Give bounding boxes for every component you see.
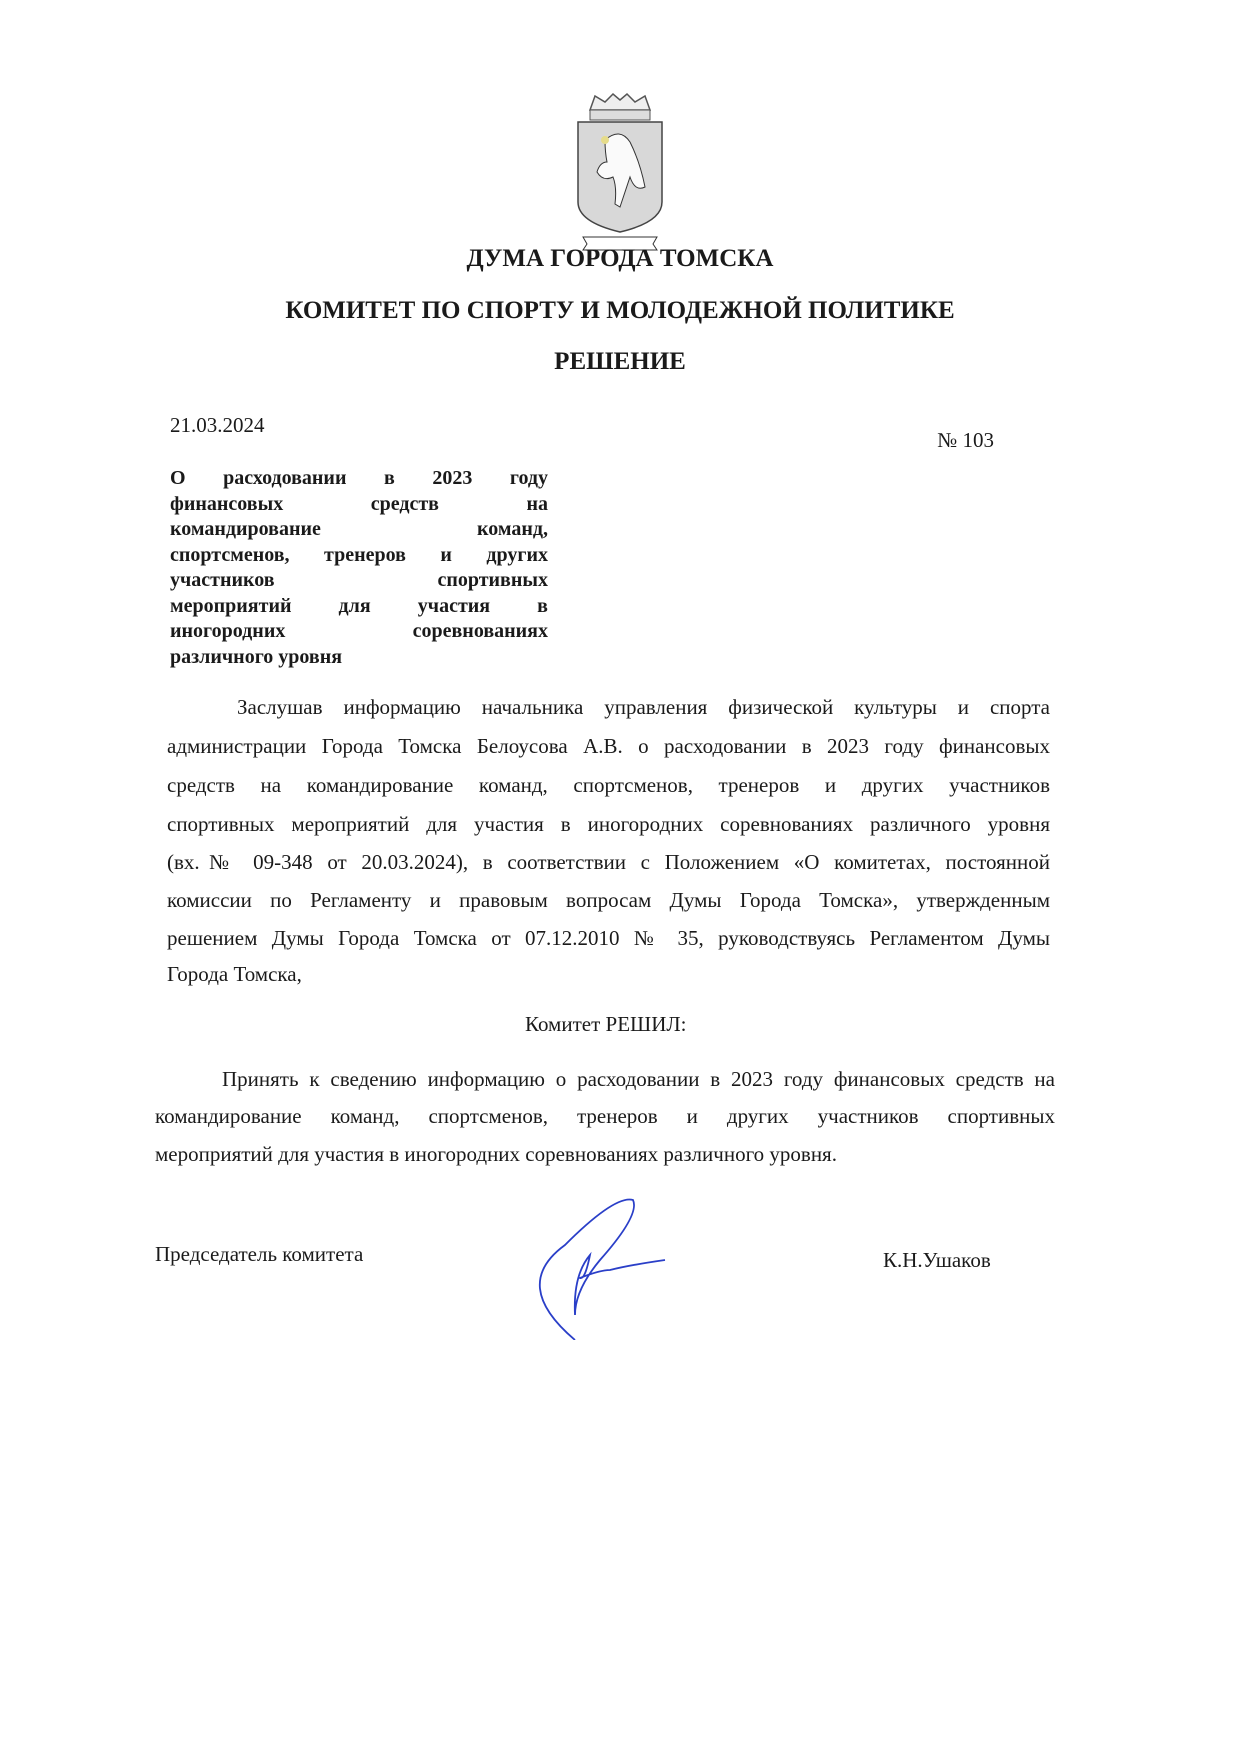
handwritten-signature bbox=[505, 1190, 675, 1340]
document-date: 21.03.2024 bbox=[170, 413, 265, 437]
committee-title: КОМИТЕТ ПО СПОРТУ И МОЛОДЕЖНОЙ ПОЛИТИКЕ bbox=[285, 297, 955, 324]
subject-line: спортсменов, тренеров и других bbox=[170, 544, 548, 566]
preamble-line: Заслушав информацию начальника управления физической культуры и спорта bbox=[237, 695, 1050, 719]
preamble-line: комиссии по Регламенту и правовым вопросам Думы Города Томска», утвержденным bbox=[167, 888, 1050, 912]
document-number: № 103 bbox=[937, 428, 994, 452]
subject-line: финансовых средств на bbox=[170, 493, 548, 515]
signatory-name: К.Н.Ушаков bbox=[883, 1248, 991, 1272]
decision-line: мероприятий для участия в иногородних соревнованиях различного уровня. bbox=[155, 1142, 837, 1166]
preamble-line: администрации Города Томска Белоусова А.В. о расходовании в 2023 году финансовых bbox=[167, 734, 1050, 758]
subject-line: иногородних соревнованиях bbox=[170, 620, 548, 642]
city-coat-of-arms-icon bbox=[575, 92, 665, 252]
decision-line: Принять к сведению информацию о расходовании в 2023 году финансовых средств на bbox=[222, 1067, 1055, 1091]
preamble-line: решением Думы Города Томска от 07.12.2010 № 35, руководствуясь Регламентом Думы bbox=[167, 926, 1050, 950]
subject-line: командирование команд, bbox=[170, 518, 548, 540]
document-type: РЕШЕНИЕ bbox=[554, 348, 686, 375]
subject-line: мероприятий для участия в bbox=[170, 595, 548, 617]
preamble-line: спортивных мероприятий для участия в иногородних соревнованиях различного уровня bbox=[167, 812, 1050, 836]
preamble-line: средств на командирование команд, спортсменов, тренеров и других участников bbox=[167, 773, 1050, 797]
signatory-position: Председатель комитета bbox=[155, 1242, 364, 1266]
resolved-label: Комитет РЕШИЛ: bbox=[525, 1012, 687, 1036]
decision-line: командирование команд, спортсменов, тренеров и других участников спортивных bbox=[155, 1104, 1055, 1128]
preamble-line: Города Томска, bbox=[167, 962, 302, 986]
subject-line: О расходовании в 2023 году bbox=[170, 467, 548, 489]
subject-line: различного уровня bbox=[170, 646, 343, 668]
subject-line: участников спортивных bbox=[170, 569, 548, 591]
organization-title: ДУМА ГОРОДА ТОМСКА bbox=[466, 245, 774, 272]
preamble-line: (вх.№ 09-348 от 20.03.2024), в соответствии с Положением «О комитетах, постоянной bbox=[167, 850, 1050, 874]
